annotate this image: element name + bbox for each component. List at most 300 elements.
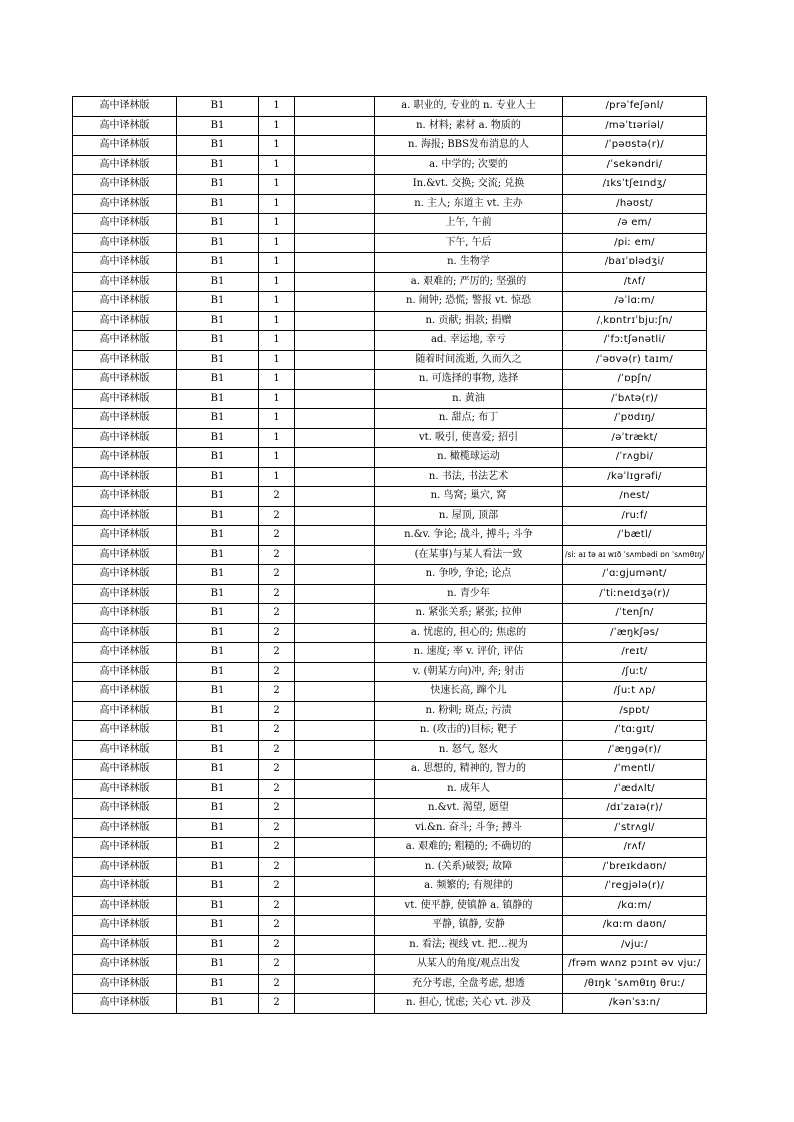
unit-cell: 1 bbox=[259, 467, 295, 487]
phonetic-cell: /ʃuːt/ bbox=[563, 662, 707, 682]
meaning-cell: n. 橄榄球运动 bbox=[375, 448, 563, 468]
meaning-cell: n. (攻击的)目标; 靶子 bbox=[375, 721, 563, 741]
phonetic-cell: /baɪˈɒlədʒi/ bbox=[563, 253, 707, 273]
word-cell bbox=[295, 604, 375, 624]
level-cell: B1 bbox=[177, 935, 259, 955]
meaning-cell: n. 屋顶, 顶部 bbox=[375, 506, 563, 526]
unit-cell: 1 bbox=[259, 272, 295, 292]
level-cell: B1 bbox=[177, 545, 259, 565]
edition-cell: 高中译林版 bbox=[73, 487, 177, 507]
edition-cell: 高中译林版 bbox=[73, 740, 177, 760]
table-row bbox=[73, 565, 707, 585]
level-cell: B1 bbox=[177, 311, 259, 331]
meaning-cell: a. 职业的, 专业的 n. 专业人士 bbox=[375, 97, 563, 117]
phonetic-cell: /əˈtrækt/ bbox=[563, 428, 707, 448]
meaning-cell: a. 思想的, 精神的, 智力的 bbox=[375, 760, 563, 780]
phonetic-cell: /piː em/ bbox=[563, 233, 707, 253]
word-cell bbox=[295, 896, 375, 916]
edition-cell: 高中译林版 bbox=[73, 877, 177, 897]
unit-cell: 2 bbox=[259, 545, 295, 565]
unit-cell: 2 bbox=[259, 974, 295, 994]
unit-cell: 1 bbox=[259, 253, 295, 273]
phonetic-cell: /reɪt/ bbox=[563, 643, 707, 663]
meaning-cell: a. 艰难的; 严厉的; 坚强的 bbox=[375, 272, 563, 292]
unit-cell: 1 bbox=[259, 116, 295, 136]
meaning-cell: a. 中学的; 次要的 bbox=[375, 155, 563, 175]
word-cell bbox=[295, 311, 375, 331]
level-cell: B1 bbox=[177, 721, 259, 741]
meaning-cell: vi.&n. 奋斗; 斗争; 搏斗 bbox=[375, 818, 563, 838]
level-cell: B1 bbox=[177, 331, 259, 351]
level-cell: B1 bbox=[177, 623, 259, 643]
table-row bbox=[73, 175, 707, 195]
word-cell bbox=[295, 643, 375, 663]
word-cell bbox=[295, 701, 375, 721]
unit-cell: 2 bbox=[259, 916, 295, 936]
word-cell bbox=[295, 526, 375, 546]
word-cell bbox=[295, 584, 375, 604]
meaning-cell: 下午, 午后 bbox=[375, 233, 563, 253]
level-cell: B1 bbox=[177, 838, 259, 858]
unit-cell: 2 bbox=[259, 565, 295, 585]
level-cell: B1 bbox=[177, 643, 259, 663]
unit-cell: 2 bbox=[259, 857, 295, 877]
word-cell bbox=[295, 331, 375, 351]
word-cell bbox=[295, 545, 375, 565]
word-cell bbox=[295, 175, 375, 195]
meaning-cell: n. 黄油 bbox=[375, 389, 563, 409]
table-row bbox=[73, 370, 707, 390]
word-cell bbox=[295, 292, 375, 312]
unit-cell: 1 bbox=[259, 292, 295, 312]
word-cell bbox=[295, 428, 375, 448]
edition-cell: 高中译林版 bbox=[73, 292, 177, 312]
meaning-cell: a. 忧虑的, 担心的; 焦虑的 bbox=[375, 623, 563, 643]
word-cell bbox=[295, 448, 375, 468]
table-row bbox=[73, 155, 707, 175]
phonetic-cell: /rʌf/ bbox=[563, 838, 707, 858]
edition-cell: 高中译林版 bbox=[73, 838, 177, 858]
phonetic-cell: /ˌkɒntrɪˈbjuːʃn/ bbox=[563, 311, 707, 331]
table-row bbox=[73, 331, 707, 351]
phonetic-cell: /ɪksˈtʃeɪndʒ/ bbox=[563, 175, 707, 195]
level-cell: B1 bbox=[177, 701, 259, 721]
edition-cell: 高中译林版 bbox=[73, 701, 177, 721]
edition-cell: 高中译林版 bbox=[73, 155, 177, 175]
meaning-cell: 充分考虑, 全盘考虑, 想透 bbox=[375, 974, 563, 994]
unit-cell: 1 bbox=[259, 97, 295, 117]
meaning-cell: n. 看法; 视线 vt. 把…视为 bbox=[375, 935, 563, 955]
word-cell bbox=[295, 779, 375, 799]
unit-cell: 1 bbox=[259, 233, 295, 253]
level-cell: B1 bbox=[177, 350, 259, 370]
meaning-cell: 上午, 午前 bbox=[375, 214, 563, 234]
level-cell: B1 bbox=[177, 214, 259, 234]
meaning-cell: vt. 吸引, 使喜爱; 招引 bbox=[375, 428, 563, 448]
phonetic-cell: /ˈtɑːgɪt/ bbox=[563, 721, 707, 741]
edition-cell: 高中译林版 bbox=[73, 682, 177, 702]
table-row bbox=[73, 818, 707, 838]
word-cell bbox=[295, 974, 375, 994]
phonetic-cell: /ˈregjələ(r)/ bbox=[563, 877, 707, 897]
word-cell bbox=[295, 272, 375, 292]
word-cell bbox=[295, 370, 375, 390]
word-cell bbox=[295, 662, 375, 682]
table-row bbox=[73, 877, 707, 897]
meaning-cell: 快速长高, 蹿个儿 bbox=[375, 682, 563, 702]
unit-cell: 1 bbox=[259, 389, 295, 409]
word-cell bbox=[295, 623, 375, 643]
table-row bbox=[73, 194, 707, 214]
edition-cell: 高中译林版 bbox=[73, 389, 177, 409]
level-cell: B1 bbox=[177, 779, 259, 799]
level-cell: B1 bbox=[177, 155, 259, 175]
meaning-cell: v. (朝某方向)冲, 奔; 射击 bbox=[375, 662, 563, 682]
unit-cell: 2 bbox=[259, 779, 295, 799]
phonetic-cell: /ˈfɔːtʃənətli/ bbox=[563, 331, 707, 351]
table-row bbox=[73, 272, 707, 292]
phonetic-cell: /vjuː/ bbox=[563, 935, 707, 955]
table-row bbox=[73, 935, 707, 955]
edition-cell: 高中译林版 bbox=[73, 623, 177, 643]
table-row bbox=[73, 311, 707, 331]
phonetic-cell: /ˈbreɪkdaʊn/ bbox=[563, 857, 707, 877]
phonetic-cell: /kɑːm/ bbox=[563, 896, 707, 916]
table-row bbox=[73, 389, 707, 409]
phonetic-cell: /frəm wʌnz pɔɪnt əv vjuː/ bbox=[563, 955, 707, 975]
phonetic-cell: /kəˈlɪgrəfi/ bbox=[563, 467, 707, 487]
edition-cell: 高中译林版 bbox=[73, 428, 177, 448]
edition-cell: 高中译林版 bbox=[73, 233, 177, 253]
meaning-cell: a. 频繁的; 有规律的 bbox=[375, 877, 563, 897]
level-cell: B1 bbox=[177, 194, 259, 214]
meaning-cell: n. 怒气, 怒火 bbox=[375, 740, 563, 760]
word-cell bbox=[295, 389, 375, 409]
word-cell bbox=[295, 97, 375, 117]
unit-cell: 2 bbox=[259, 643, 295, 663]
meaning-cell: vt. 使平静, 使镇静 a. 镇静的 bbox=[375, 896, 563, 916]
edition-cell: 高中译林版 bbox=[73, 799, 177, 819]
level-cell: B1 bbox=[177, 467, 259, 487]
phonetic-cell: /ˈæŋgə(r)/ bbox=[563, 740, 707, 760]
edition-cell: 高中译林版 bbox=[73, 350, 177, 370]
phonetic-cell: /ˈmentl/ bbox=[563, 760, 707, 780]
table-row bbox=[73, 487, 707, 507]
meaning-cell: n. 闹钟; 恐慌; 警报 vt. 惊恐 bbox=[375, 292, 563, 312]
phonetic-cell: /ˈrʌgbi/ bbox=[563, 448, 707, 468]
phonetic-cell: /ˈɑːgjumənt/ bbox=[563, 565, 707, 585]
level-cell: B1 bbox=[177, 565, 259, 585]
level-cell: B1 bbox=[177, 253, 259, 273]
table-row bbox=[73, 292, 707, 312]
edition-cell: 高中译林版 bbox=[73, 760, 177, 780]
phonetic-cell: /ˈtiːneɪdʒə(r)/ bbox=[563, 584, 707, 604]
meaning-cell: In.&vt. 交换; 交流; 兑换 bbox=[375, 175, 563, 195]
meaning-cell: n. (关系)破裂; 故障 bbox=[375, 857, 563, 877]
meaning-cell: n.&v. 争论; 战斗, 搏斗; 斗争 bbox=[375, 526, 563, 546]
table-row bbox=[73, 740, 707, 760]
meaning-cell: (在某事)与某人看法一致 bbox=[375, 545, 563, 565]
edition-cell: 高中译林版 bbox=[73, 604, 177, 624]
meaning-cell: n. 紧张关系; 紧张; 拉伸 bbox=[375, 604, 563, 624]
table-row bbox=[73, 662, 707, 682]
unit-cell: 2 bbox=[259, 935, 295, 955]
table-row bbox=[73, 116, 707, 136]
edition-cell: 高中译林版 bbox=[73, 643, 177, 663]
word-cell bbox=[295, 194, 375, 214]
phonetic-cell: /ˈtenʃn/ bbox=[563, 604, 707, 624]
unit-cell: 2 bbox=[259, 799, 295, 819]
phonetic-cell: /ˈpəʊstə(r)/ bbox=[563, 136, 707, 156]
table-row bbox=[73, 623, 707, 643]
table-row bbox=[73, 545, 707, 565]
word-cell bbox=[295, 857, 375, 877]
edition-cell: 高中译林版 bbox=[73, 311, 177, 331]
meaning-cell: n. 争吵, 争论; 论点 bbox=[375, 565, 563, 585]
edition-cell: 高中译林版 bbox=[73, 955, 177, 975]
word-cell bbox=[295, 409, 375, 429]
phonetic-cell: /məˈtɪəriəl/ bbox=[563, 116, 707, 136]
unit-cell: 2 bbox=[259, 682, 295, 702]
unit-cell: 1 bbox=[259, 448, 295, 468]
unit-cell: 2 bbox=[259, 526, 295, 546]
word-cell bbox=[295, 682, 375, 702]
level-cell: B1 bbox=[177, 233, 259, 253]
meaning-cell: n. 青少年 bbox=[375, 584, 563, 604]
word-cell bbox=[295, 214, 375, 234]
meaning-cell: 随着时间流逝, 久而久之 bbox=[375, 350, 563, 370]
word-cell bbox=[295, 994, 375, 1014]
edition-cell: 高中译林版 bbox=[73, 935, 177, 955]
edition-cell: 高中译林版 bbox=[73, 896, 177, 916]
meaning-cell: n. 担心, 忧虑; 关心 vt. 涉及 bbox=[375, 994, 563, 1014]
phonetic-cell: /ˈæŋkʃəs/ bbox=[563, 623, 707, 643]
phonetic-cell: /prəˈfeʃənl/ bbox=[563, 97, 707, 117]
level-cell: B1 bbox=[177, 799, 259, 819]
level-cell: B1 bbox=[177, 604, 259, 624]
edition-cell: 高中译林版 bbox=[73, 194, 177, 214]
word-cell bbox=[295, 155, 375, 175]
unit-cell: 2 bbox=[259, 994, 295, 1014]
word-cell bbox=[295, 506, 375, 526]
edition-cell: 高中译林版 bbox=[73, 448, 177, 468]
unit-cell: 1 bbox=[259, 175, 295, 195]
unit-cell: 2 bbox=[259, 584, 295, 604]
level-cell: B1 bbox=[177, 136, 259, 156]
unit-cell: 1 bbox=[259, 136, 295, 156]
word-cell bbox=[295, 350, 375, 370]
meaning-cell: n. 生物学 bbox=[375, 253, 563, 273]
word-cell bbox=[295, 565, 375, 585]
level-cell: B1 bbox=[177, 428, 259, 448]
phonetic-cell: /ˈbʌtə(r)/ bbox=[563, 389, 707, 409]
level-cell: B1 bbox=[177, 487, 259, 507]
edition-cell: 高中译林版 bbox=[73, 721, 177, 741]
phonetic-cell: /ˈpʊdɪŋ/ bbox=[563, 409, 707, 429]
meaning-cell: 从某人的角度/观点出发 bbox=[375, 955, 563, 975]
word-cell bbox=[295, 233, 375, 253]
table-row bbox=[73, 896, 707, 916]
word-cell bbox=[295, 760, 375, 780]
word-cell bbox=[295, 955, 375, 975]
table-row bbox=[73, 799, 707, 819]
level-cell: B1 bbox=[177, 818, 259, 838]
meaning-cell: n. 海报; BBS发布消息的人 bbox=[375, 136, 563, 156]
unit-cell: 2 bbox=[259, 818, 295, 838]
level-cell: B1 bbox=[177, 740, 259, 760]
edition-cell: 高中译林版 bbox=[73, 818, 177, 838]
phonetic-cell: /ə em/ bbox=[563, 214, 707, 234]
unit-cell: 2 bbox=[259, 721, 295, 741]
unit-cell: 1 bbox=[259, 350, 295, 370]
meaning-cell: n. 材料; 素材 a. 物质的 bbox=[375, 116, 563, 136]
table-row bbox=[73, 643, 707, 663]
level-cell: B1 bbox=[177, 955, 259, 975]
edition-cell: 高中译林版 bbox=[73, 994, 177, 1014]
phonetic-cell: /kɑːm daʊn/ bbox=[563, 916, 707, 936]
level-cell: B1 bbox=[177, 97, 259, 117]
meaning-cell: n. 甜点; 布丁 bbox=[375, 409, 563, 429]
edition-cell: 高中译林版 bbox=[73, 116, 177, 136]
table-row bbox=[73, 97, 707, 117]
table-row bbox=[73, 760, 707, 780]
unit-cell: 1 bbox=[259, 331, 295, 351]
level-cell: B1 bbox=[177, 389, 259, 409]
unit-cell: 2 bbox=[259, 604, 295, 624]
phonetic-cell: /θɪŋk ˈsʌmθɪŋ θruː/ bbox=[563, 974, 707, 994]
phonetic-cell: /kənˈsɜːn/ bbox=[563, 994, 707, 1014]
level-cell: B1 bbox=[177, 448, 259, 468]
table-row bbox=[73, 136, 707, 156]
edition-cell: 高中译林版 bbox=[73, 662, 177, 682]
edition-cell: 高中译林版 bbox=[73, 779, 177, 799]
table-row bbox=[73, 253, 707, 273]
table-row bbox=[73, 721, 707, 741]
level-cell: B1 bbox=[177, 994, 259, 1014]
table-row bbox=[73, 409, 707, 429]
level-cell: B1 bbox=[177, 857, 259, 877]
table-row bbox=[73, 506, 707, 526]
unit-cell: 1 bbox=[259, 370, 295, 390]
word-cell bbox=[295, 467, 375, 487]
table-row bbox=[73, 974, 707, 994]
table-row bbox=[73, 214, 707, 234]
edition-cell: 高中译林版 bbox=[73, 565, 177, 585]
edition-cell: 高中译林版 bbox=[73, 545, 177, 565]
phonetic-cell: /həʊst/ bbox=[563, 194, 707, 214]
table-row bbox=[73, 955, 707, 975]
edition-cell: 高中译林版 bbox=[73, 136, 177, 156]
table-row bbox=[73, 526, 707, 546]
level-cell: B1 bbox=[177, 682, 259, 702]
edition-cell: 高中译林版 bbox=[73, 97, 177, 117]
unit-cell: 2 bbox=[259, 896, 295, 916]
edition-cell: 高中译林版 bbox=[73, 506, 177, 526]
phonetic-cell: /əˈlɑːm/ bbox=[563, 292, 707, 312]
edition-cell: 高中译林版 bbox=[73, 272, 177, 292]
unit-cell: 2 bbox=[259, 623, 295, 643]
phonetic-cell: /ˈbætl/ bbox=[563, 526, 707, 546]
edition-cell: 高中译林版 bbox=[73, 253, 177, 273]
word-cell bbox=[295, 935, 375, 955]
meaning-cell: n. 成年人 bbox=[375, 779, 563, 799]
unit-cell: 2 bbox=[259, 740, 295, 760]
meaning-cell: n. 书法, 书法艺术 bbox=[375, 467, 563, 487]
word-cell bbox=[295, 740, 375, 760]
edition-cell: 高中译林版 bbox=[73, 370, 177, 390]
meaning-cell: n. 粉刺; 斑点; 污渍 bbox=[375, 701, 563, 721]
table-row bbox=[73, 779, 707, 799]
phonetic-cell: /siː aɪ tə aɪ wɪð ˈsʌmbədi ɒn ˈsʌmθɪŋ/ bbox=[563, 545, 707, 565]
word-cell bbox=[295, 253, 375, 273]
edition-cell: 高中译林版 bbox=[73, 467, 177, 487]
table-row bbox=[73, 916, 707, 936]
phonetic-cell: /ˈstrʌgl/ bbox=[563, 818, 707, 838]
meaning-cell: n. 贡献; 捐款; 捐赠 bbox=[375, 311, 563, 331]
table-row bbox=[73, 682, 707, 702]
edition-cell: 高中译林版 bbox=[73, 175, 177, 195]
meaning-cell: ad. 幸运地, 幸亏 bbox=[375, 331, 563, 351]
unit-cell: 2 bbox=[259, 506, 295, 526]
phonetic-cell: /ˈəʊvə(r) taɪm/ bbox=[563, 350, 707, 370]
phonetic-cell: /tʌf/ bbox=[563, 272, 707, 292]
level-cell: B1 bbox=[177, 896, 259, 916]
level-cell: B1 bbox=[177, 292, 259, 312]
level-cell: B1 bbox=[177, 506, 259, 526]
word-cell bbox=[295, 818, 375, 838]
edition-cell: 高中译林版 bbox=[73, 409, 177, 429]
edition-cell: 高中译林版 bbox=[73, 584, 177, 604]
table-row bbox=[73, 701, 707, 721]
word-cell bbox=[295, 838, 375, 858]
edition-cell: 高中译林版 bbox=[73, 916, 177, 936]
word-cell bbox=[295, 487, 375, 507]
word-cell bbox=[295, 116, 375, 136]
edition-cell: 高中译林版 bbox=[73, 526, 177, 546]
table-row bbox=[73, 604, 707, 624]
meaning-cell: n. 可选择的事物, 选择 bbox=[375, 370, 563, 390]
meaning-cell: n. 鸟窝; 巢穴, 窝 bbox=[375, 487, 563, 507]
level-cell: B1 bbox=[177, 662, 259, 682]
table-row bbox=[73, 467, 707, 487]
unit-cell: 1 bbox=[259, 214, 295, 234]
unit-cell: 2 bbox=[259, 955, 295, 975]
table-row bbox=[73, 838, 707, 858]
unit-cell: 2 bbox=[259, 487, 295, 507]
meaning-cell: 平静, 镇静, 安静 bbox=[375, 916, 563, 936]
unit-cell: 2 bbox=[259, 838, 295, 858]
phonetic-cell: /ˈædʌlt/ bbox=[563, 779, 707, 799]
phonetic-cell: /spɒt/ bbox=[563, 701, 707, 721]
level-cell: B1 bbox=[177, 116, 259, 136]
meaning-cell: n. 主人; 东道主 vt. 主办 bbox=[375, 194, 563, 214]
vocabulary-table bbox=[72, 96, 707, 1014]
table-row bbox=[73, 994, 707, 1014]
unit-cell: 2 bbox=[259, 662, 295, 682]
edition-cell: 高中译林版 bbox=[73, 214, 177, 234]
edition-cell: 高中译林版 bbox=[73, 331, 177, 351]
table-row bbox=[73, 584, 707, 604]
level-cell: B1 bbox=[177, 526, 259, 546]
unit-cell: 1 bbox=[259, 409, 295, 429]
table-row bbox=[73, 428, 707, 448]
level-cell: B1 bbox=[177, 760, 259, 780]
table-row bbox=[73, 448, 707, 468]
phonetic-cell: /nest/ bbox=[563, 487, 707, 507]
level-cell: B1 bbox=[177, 272, 259, 292]
unit-cell: 1 bbox=[259, 155, 295, 175]
unit-cell: 2 bbox=[259, 701, 295, 721]
